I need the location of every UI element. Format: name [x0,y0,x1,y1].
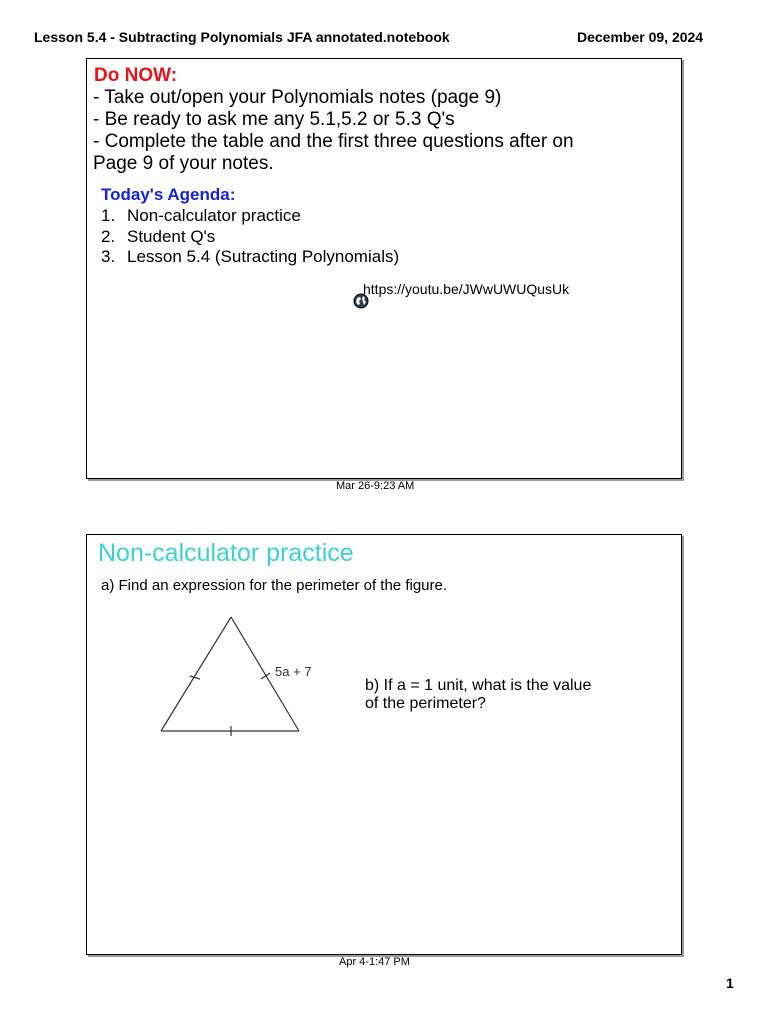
do-now-line-2: - Be ready to ask me any 5.1,5.2 or 5.3 Q's [93,109,455,130]
agenda-item [101,227,215,247]
question-a: a) Find an expression for the perimeter of the figure. [101,577,448,594]
do-now-line-3: - Complete the table and the first three questions after on [93,131,574,152]
triangle-figure [157,615,337,737]
slide-do-now[interactable] [86,58,682,479]
agenda-item [101,247,399,267]
do-now-line-1: - Take out/open your Polynomials notes (page 9) [93,87,502,108]
do-now-line-4: Page 9 of your notes. [93,153,274,174]
page-number: 1 [726,975,734,991]
agenda-item-text: Lesson 5.4 (Sutracting Polynomials) [127,247,400,266]
slide-non-calculator[interactable] [86,534,682,955]
do-now-label: Do NOW: [94,65,178,86]
document-date: December 09, 2024 [577,29,704,45]
question-b: b) If a = 1 unit, what is the value of the perimeter? [365,677,592,712]
agenda-item [101,206,301,226]
agenda-title: Today's Agenda: [101,185,236,204]
agenda-item-number: 1. [101,206,116,225]
agenda-item-number: 2. [101,227,116,246]
agenda-item-text: Student Q's [127,227,216,246]
side-label: 5a + 7 [275,664,312,679]
document-title: Lesson 5.4 - Subtracting Polynomials JFA annotated.notebook [34,29,450,45]
agenda-item-text: Non-calculator practice [127,206,301,225]
agenda-item-number: 3. [101,247,116,266]
video-link[interactable]: https://youtu.be/JWwUWUQusUk [363,281,570,297]
slide-timestamp: Mar 26-9:23 AM [336,480,415,492]
slide-title: Non-calculator practice [98,539,354,567]
slide-timestamp: Apr 4-1:47 PM [339,956,410,968]
